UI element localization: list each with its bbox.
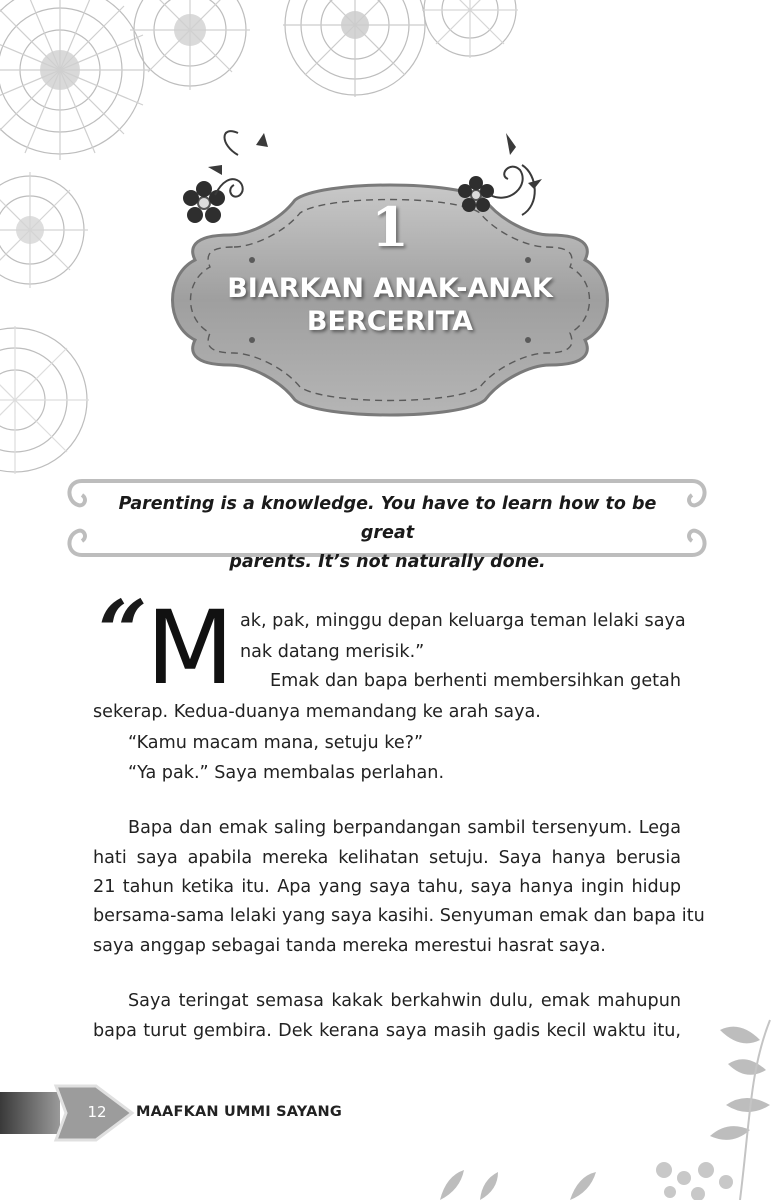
body-line: bapa turut gembira. Dek kerana saya masih gadis kecil waktu itu, xyxy=(93,1021,681,1041)
leaf-bottom-decoration xyxy=(420,1160,620,1200)
chapter-title-line: BERCERITA xyxy=(306,306,474,337)
body-line: “Ya pak.” Saya membalas perlahan. xyxy=(128,763,445,783)
body-line: saya anggap sebagai tanda mereka merestui hasrat saya. xyxy=(93,936,606,956)
body-line: Bapa dan emak saling berpandangan sambil tersenyum. Lega xyxy=(128,818,681,838)
body-line: nak datang merisik.” xyxy=(240,642,425,662)
body-line: hati saya apabila mereka kelihatan setuju. Saya hanya berusia xyxy=(93,848,681,868)
body-line: Emak dan bapa berhenti membersihkan getah xyxy=(270,671,681,691)
epigraph-text xyxy=(95,490,680,577)
body-line: Saya teringat semasa kakak berkahwin dulu, emak mahupun xyxy=(128,991,681,1011)
body-line: bersama-sama lelaki yang saya kasihi. Senyuman emak dan bapa itu xyxy=(93,906,705,926)
opening-quote-mark: “ xyxy=(98,582,148,683)
chapter-number: 1 xyxy=(371,195,409,259)
body-line: “Kamu macam mana, setuju ke?” xyxy=(128,733,424,753)
page-number-arrow xyxy=(0,1082,140,1144)
body-line: 21 tahun ketika itu. Apa yang saya tahu, saya hanya ingin hidup xyxy=(93,877,681,897)
running-footer-title: MAAFKAN UMMI SAYANG xyxy=(136,1104,342,1120)
page-number: 12 xyxy=(87,1103,107,1121)
chapter-title-line: BIARKAN ANAK-ANAK xyxy=(227,273,553,304)
drop-cap: M xyxy=(146,589,235,708)
epigraph-line: Parenting is a knowledge. You have to learn how to be great xyxy=(118,494,657,543)
chapter-title xyxy=(160,272,620,338)
body-line: ak, pak, minggu depan keluarga teman lelaki saya xyxy=(240,611,686,631)
body-line: sekerap. Kedua-duanya memandang ke arah saya. xyxy=(93,702,541,722)
epigraph-line: parents. It’s not naturally done. xyxy=(229,552,546,572)
